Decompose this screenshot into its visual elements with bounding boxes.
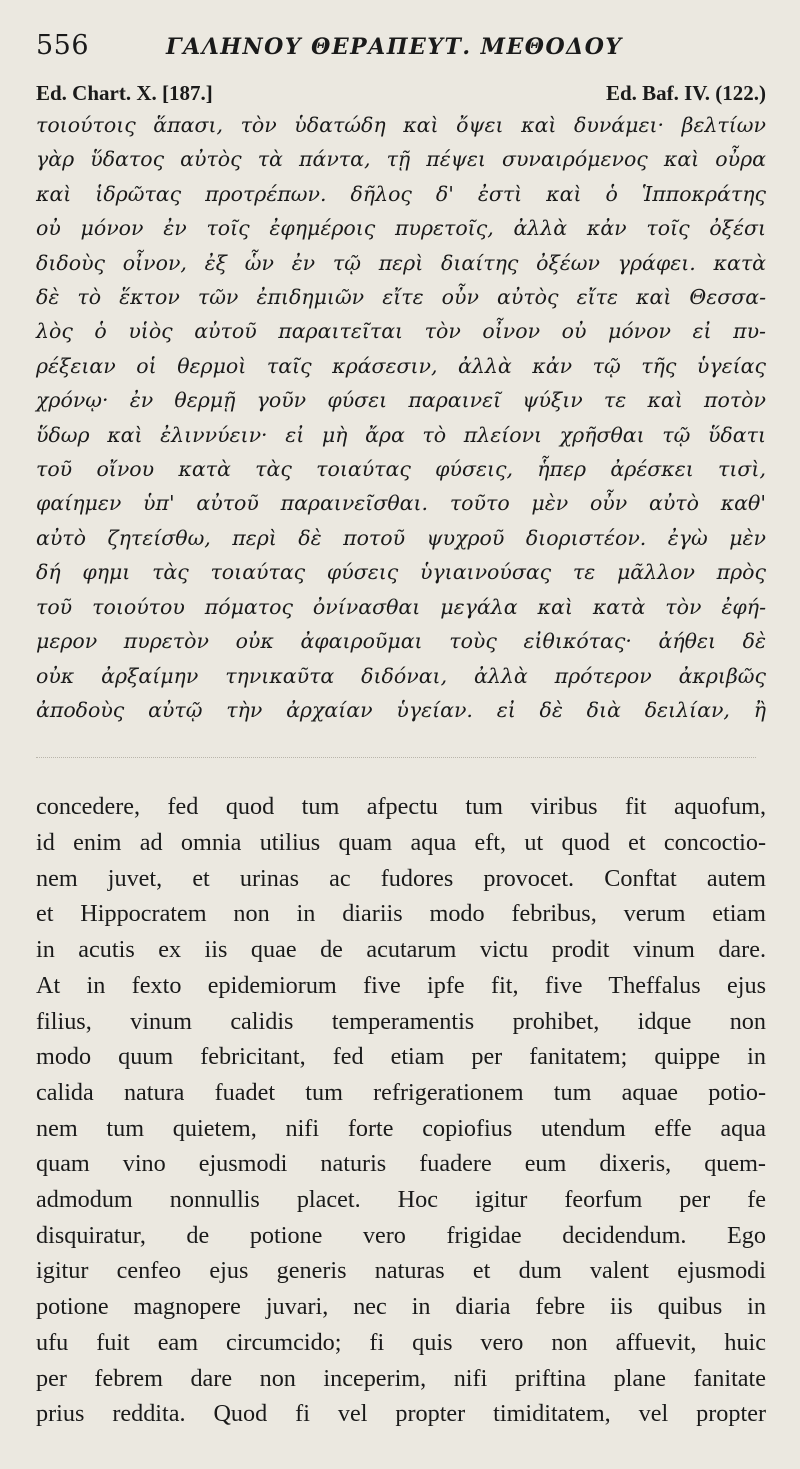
greek-text-line: ὕδωρ καὶ ἐλιννύειν· εἰ μὴ ἄρα τὸ πλείονι χρῆσθαι τῷ ὕδατι bbox=[36, 422, 766, 447]
greek-text-line: αὐτὸ ζητείσθω, περὶ δὲ ποτοῦ ψυχροῦ διοριστέον. ἐγὼ μὲν bbox=[36, 525, 766, 550]
latin-text-line: concedere, fed quod tum afpectu tum viribus fit aquofum, bbox=[36, 793, 766, 821]
greek-text-line: γὰρ ὕδατος αὐτὸς τὰ πάντα, τῇ πέψει συναιρόμενος καὶ οὖρα bbox=[36, 147, 766, 172]
latin-text-line: per febrem dare non inceperim, nifi priftina plane fanitate bbox=[36, 1364, 766, 1392]
greek-text-line: ρέξειαν οἱ θερμοὶ ταῖς κράσεσιν, ἀλλὰ κἀν τῷ τῆς ὑγείας bbox=[36, 353, 766, 378]
running-title: ΓΑΛΗΝΟΥ ΘΕΡΑΠΕΥΤ. ΜΕΘΟΔΟΥ bbox=[166, 34, 623, 60]
greek-text-line: δὲ τὸ ἕκτον τῶν ἐπιδημιῶν εἴτε οὖν αὐτὸς εἴτε καὶ Θεσσα- bbox=[36, 285, 766, 310]
greek-text-line: διδοὺς οἶνον, ἐξ ὧν ἐν τῷ περὶ διαίτης ὀξέων γράφει. κατὰ bbox=[36, 250, 766, 275]
latin-text-line: prius reddita. Quod fi vel propter timiditatem, vel propter bbox=[36, 1400, 766, 1428]
latin-text-line: nem tum quietem, nifi forte copiofius utendum effe aqua bbox=[36, 1114, 766, 1142]
latin-text-line: ufu fuit eam circumcido; fi quis vero non affuevit, huic bbox=[36, 1328, 766, 1356]
latin-text-line: id enim ad omnia utilius quam aqua eft, ut quod et concoctio- bbox=[36, 829, 766, 857]
latin-text-line: disquiratur, de potione vero frigidae decidendum. Ego bbox=[36, 1221, 766, 1249]
latin-text-line: modo quum febricitant, fed etiam per fanitatem; quippe in bbox=[36, 1043, 766, 1071]
greek-text-line: τοῦ οἴνου κατὰ τὰς τοιαύτας φύσεις, ἧπερ ἀρέσκει τισὶ, bbox=[36, 457, 766, 482]
greek-text-line: καὶ ἱδρῶτας προτρέπων. δῆλος δ' ἐστὶ καὶ ὁ Ἱπποκράτης bbox=[36, 181, 766, 206]
latin-text-line: in acutis ex iis quae de acutarum victu prodit vinum dare. bbox=[36, 936, 766, 964]
greek-text-line: οὐ μόνον ἐν τοῖς ἐφημέροις πυρετοῖς, ἀλλὰ κἀν τοῖς ὀξέσι bbox=[36, 216, 766, 241]
greek-text-line: μερον πυρετὸν οὐκ ἀφαιροῦμαι τοὺς εἰθικότας· ἀήθει δὲ bbox=[36, 629, 766, 654]
greek-text-block bbox=[36, 108, 766, 727]
edition-left-reference: Ed. Chart. X. [187.] bbox=[36, 81, 213, 105]
latin-text-line: potione magnopere juvari, nec in diaria febre iis quibus in bbox=[36, 1293, 766, 1321]
section-divider bbox=[36, 727, 766, 789]
greek-text-line: τοιούτοις ἅπασι, τὸν ὑδατώδη καὶ ὄψει καὶ δυνάμει· βελτίων bbox=[36, 113, 766, 137]
greek-text-line: οὐκ ἀρξαίμην τηνικαῦτα διδόναι, ἀλλὰ πρότερον ἀκριβῶς bbox=[36, 663, 766, 688]
latin-text-line: nem juvet, et urinas ac fudores provocet. Conftat autem bbox=[36, 864, 766, 892]
latin-text-line: filius, vinum calidis temperamentis prohibet, idque non bbox=[36, 1007, 766, 1035]
greek-text-line: λὸς ὁ υἱὸς αὐτοῦ παραιτεῖται τὸν οἶνον οὐ μόνον εἰ πυ- bbox=[36, 319, 766, 344]
latin-text-line: calida natura fuadet tum refrigerationem tum aquae potio- bbox=[36, 1078, 766, 1106]
running-head bbox=[36, 30, 766, 78]
page-number: 556 bbox=[36, 30, 90, 61]
greek-text-line: χρόνῳ· ἐν θερμῇ γοῦν φύσει παραινεῖ ψύξιν τε καὶ ποτὸν bbox=[36, 388, 766, 413]
latin-text-line: quam vino ejusmodi naturis fuadere eum dixeris, quem- bbox=[36, 1150, 766, 1178]
greek-text-line: δή φημι τὰς τοιαύτας φύσεις ὑγιαινούσας τε μᾶλλον πρὸς bbox=[36, 560, 766, 585]
edition-references bbox=[36, 78, 766, 108]
greek-text-line: φαίημεν ὑπ' αὐτοῦ παραινεῖσθαι. τοῦτο μὲν οὖν αὐτὸ καθ' bbox=[36, 491, 766, 516]
latin-text-line: igitur cenfeo ejus generis naturas et dum valent ejusmodi bbox=[36, 1257, 766, 1285]
greek-text-line: τοῦ τοιούτου πόματος ὀνίνασθαι μεγάλα καὶ κατὰ τὸν ἐφή- bbox=[36, 594, 766, 619]
edition-right-reference: Ed. Baf. IV. (122.) bbox=[605, 81, 766, 105]
latin-text-line: At in fexto epidemiorum five ipfe fit, five Theffalus ejus bbox=[36, 971, 766, 999]
latin-text-line: admodum nonnullis placet. Hoc igitur feorfum per fe bbox=[36, 1186, 766, 1214]
greek-text-line: ἀποδοὺς αὐτῷ τὴν ἀρχαίαν ὑγείαν. εἰ δὲ διὰ δειλίαν, ἢ bbox=[36, 697, 766, 722]
latin-text-block bbox=[36, 789, 766, 1432]
latin-text-line: et Hippocratem non in diariis modo febribus, verum etiam bbox=[36, 900, 766, 928]
